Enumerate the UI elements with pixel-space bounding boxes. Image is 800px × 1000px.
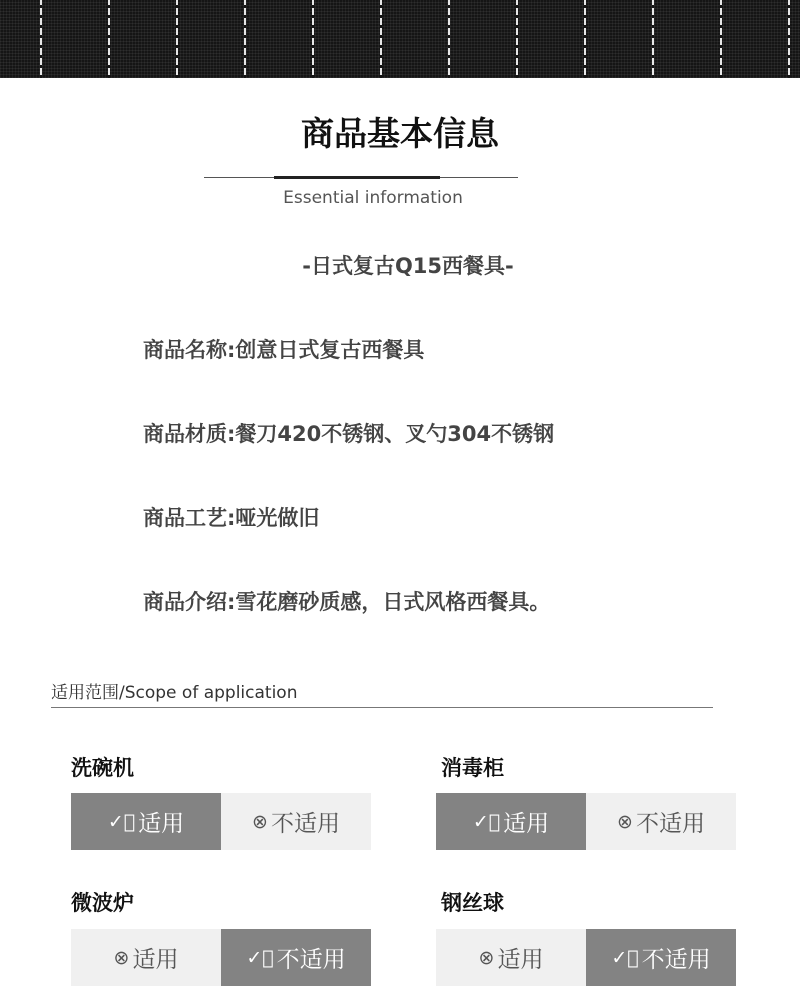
info-craft: 商品工艺:哑光做旧: [143, 506, 320, 530]
check-circle-icon: ✓⃝: [611, 946, 639, 969]
page-subtitle: Essential information: [283, 188, 463, 208]
item-name-steel-wool: 钢丝球: [441, 890, 504, 915]
microwave-not-applicable-option[interactable]: ✓⃝ 不适用: [221, 929, 371, 986]
page-title: 商品基本信息: [301, 114, 499, 153]
info-product-name: 商品名称:创意日式复古西餐具: [143, 338, 425, 362]
item-name-dishwasher: 洗碗机: [71, 755, 134, 780]
check-circle-icon: ✓⃝: [472, 810, 501, 833]
info-material: 商品材质:餐刀420不锈钢、叉勺304不锈钢: [143, 422, 555, 446]
steel-wool-not-applicable-option[interactable]: ✓⃝ 不适用: [586, 929, 736, 986]
banner-stitch-pattern: [0, 0, 800, 78]
check-circle-icon: ✓⃝: [246, 946, 274, 969]
scope-header: 适用范围/Scope of application: [51, 683, 298, 703]
steel-wool-applicable-option[interactable]: ⊗ 适用: [436, 929, 586, 986]
x-circle-icon: ⊗: [617, 810, 633, 833]
item-name-disinfection-cabinet: 消毒柜: [441, 755, 504, 780]
item-name-microwave: 微波炉: [71, 890, 134, 915]
x-circle-icon: ⊗: [252, 810, 268, 833]
title-divider-accent: [274, 176, 440, 179]
dishwasher-applicable-option[interactable]: ✓⃝ 适用: [71, 793, 221, 850]
x-circle-icon: ⊗: [478, 946, 495, 969]
product-name-heading: -日式复古Q15西餐具-: [302, 254, 514, 278]
check-circle-icon: ✓⃝: [107, 810, 136, 833]
x-circle-icon: ⊗: [113, 946, 130, 969]
info-intro: 商品介绍:雪花磨砂质感，日式风格西餐具。: [143, 590, 551, 614]
microwave-applicable-option[interactable]: ⊗ 适用: [71, 929, 221, 986]
cabinet-not-applicable-option[interactable]: ⊗ 不适用: [586, 793, 736, 850]
dishwasher-not-applicable-option[interactable]: ⊗ 不适用: [221, 793, 371, 850]
scope-divider: [51, 707, 713, 708]
cabinet-applicable-option[interactable]: ✓⃝ 适用: [436, 793, 586, 850]
